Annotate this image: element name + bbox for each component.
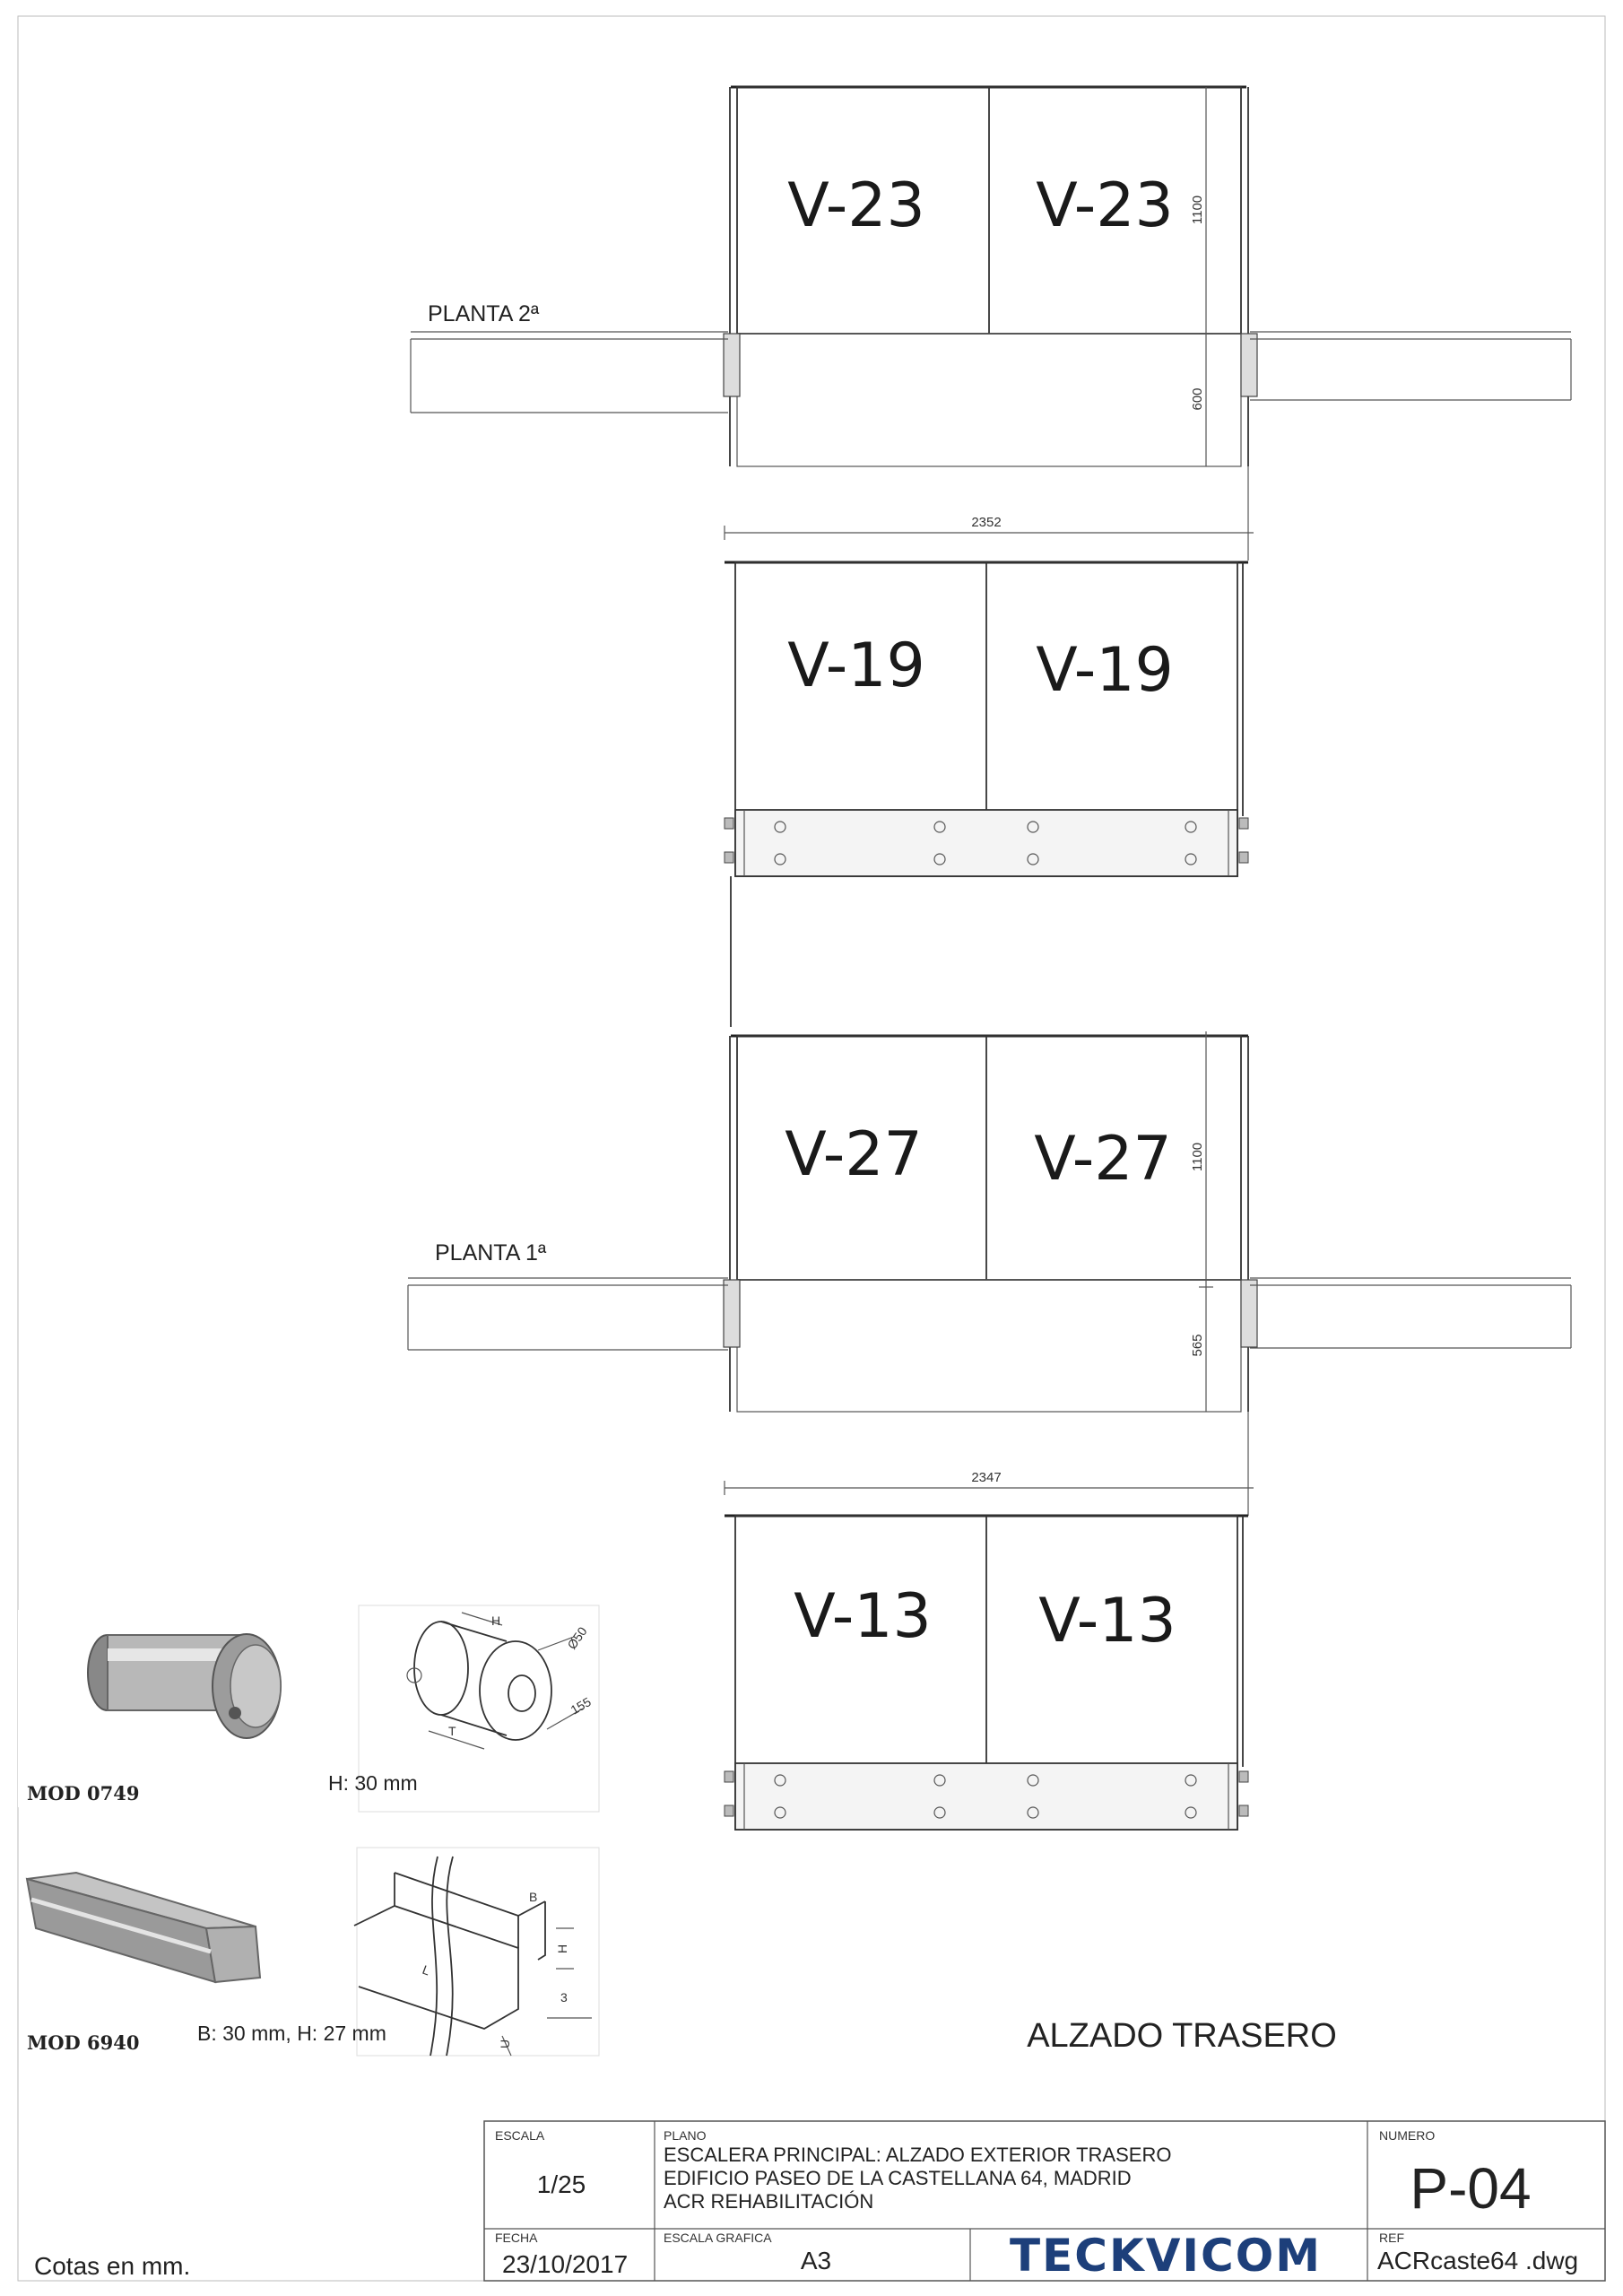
units-note: Cotas en mm. bbox=[34, 2252, 191, 2280]
dim-v23-height: 1100 bbox=[1190, 195, 1205, 225]
panel-group-v23 bbox=[411, 87, 1571, 466]
escala-label: ESCALA bbox=[495, 2128, 545, 2143]
plano-line-2: EDIFICIO PASEO DE LA CASTELLANA 64, MADRID bbox=[664, 2167, 1132, 2189]
dim-v13-width: 2347 bbox=[971, 1470, 1002, 1485]
mod-0749-dim-l: 155 bbox=[568, 1694, 594, 1718]
mod-6940-spec: B: 30 mm, H: 27 mm bbox=[197, 2022, 386, 2045]
dim-v27-base: 565 bbox=[1190, 1334, 1205, 1357]
escala-value: 1/25 bbox=[536, 2170, 586, 2198]
title-block bbox=[484, 2121, 1605, 2282]
fecha-value: 23/10/2017 bbox=[502, 2250, 629, 2278]
dim-v23-base: 600 bbox=[1190, 387, 1205, 411]
dimension-2352 bbox=[725, 466, 1254, 561]
dim-v27-height: 1100 bbox=[1190, 1142, 1205, 1172]
mod-0749-label: MOD 0749 bbox=[27, 1782, 140, 1805]
mod-6940-dim-u: U bbox=[498, 2039, 512, 2048]
floor-label-second: PLANTA 2ª bbox=[428, 301, 540, 326]
numero-label: NUMERO bbox=[1379, 2128, 1436, 2143]
mod-0749-spec: H: 30 mm bbox=[328, 1771, 418, 1795]
mod-0749-dim-d: Ø50 bbox=[564, 1623, 590, 1652]
fecha-label: FECHA bbox=[495, 2231, 538, 2245]
mod-6940-dim-3: 3 bbox=[560, 1990, 568, 2005]
glass-label-v19-left: V-19 bbox=[787, 631, 925, 701]
company-logo: TECKVICOM bbox=[1010, 2230, 1322, 2282]
view-title: ALZADO TRASERO bbox=[1027, 2017, 1337, 2055]
glass-label-v27-right: V-27 bbox=[1034, 1124, 1172, 1195]
ref-label: REF bbox=[1379, 2231, 1404, 2245]
plano-line-1: ESCALERA PRINCIPAL: ALZADO EXTERIOR TRASERO bbox=[664, 2144, 1172, 2166]
floor-label-first: PLANTA 1ª bbox=[435, 1240, 547, 1265]
glass-label-v13-right: V-13 bbox=[1038, 1586, 1176, 1657]
mod-6940-label: MOD 6940 bbox=[27, 2031, 140, 2054]
mod-6940-sketch bbox=[354, 1848, 599, 2056]
mod-0749-photo bbox=[18, 1610, 332, 1807]
numero-value: P-04 bbox=[1410, 2156, 1532, 2221]
mod-6940-photo bbox=[27, 1873, 260, 1982]
ref-value: ACRcaste64 .dwg bbox=[1377, 2247, 1579, 2274]
mod-0749-dim-h: H bbox=[491, 1613, 501, 1628]
dim-v19-width: 2352 bbox=[971, 515, 1002, 530]
panel-group-v27 bbox=[408, 1031, 1571, 1412]
panel-group-v13 bbox=[725, 1516, 1248, 1830]
detail-mod-0749 bbox=[18, 1605, 599, 1812]
mod-6940-dim-l: L bbox=[420, 1961, 432, 1979]
detail-mod-6940 bbox=[27, 1848, 599, 2056]
glass-label-v13-left: V-13 bbox=[794, 1581, 932, 1652]
mod-6940-dim-h: H bbox=[555, 1944, 569, 1953]
plano-line-3: ACR REHABILITACIÓN bbox=[664, 2190, 874, 2213]
glass-label-v23-right: V-23 bbox=[1036, 170, 1174, 241]
panel-group-v19 bbox=[725, 562, 1248, 1027]
plano-label: PLANO bbox=[664, 2128, 707, 2143]
format-value: A3 bbox=[800, 2247, 832, 2274]
glass-label-v23-left: V-23 bbox=[787, 170, 925, 241]
dimension-2347 bbox=[725, 1412, 1254, 1516]
mod-6940-dim-b: B bbox=[529, 1890, 538, 1904]
glass-label-v27-left: V-27 bbox=[785, 1119, 923, 1190]
escala-grafica-label: ESCALA GRAFICA bbox=[664, 2231, 772, 2245]
mod-0749-dim-t: T bbox=[448, 1724, 456, 1738]
glass-label-v19-right: V-19 bbox=[1036, 635, 1174, 706]
